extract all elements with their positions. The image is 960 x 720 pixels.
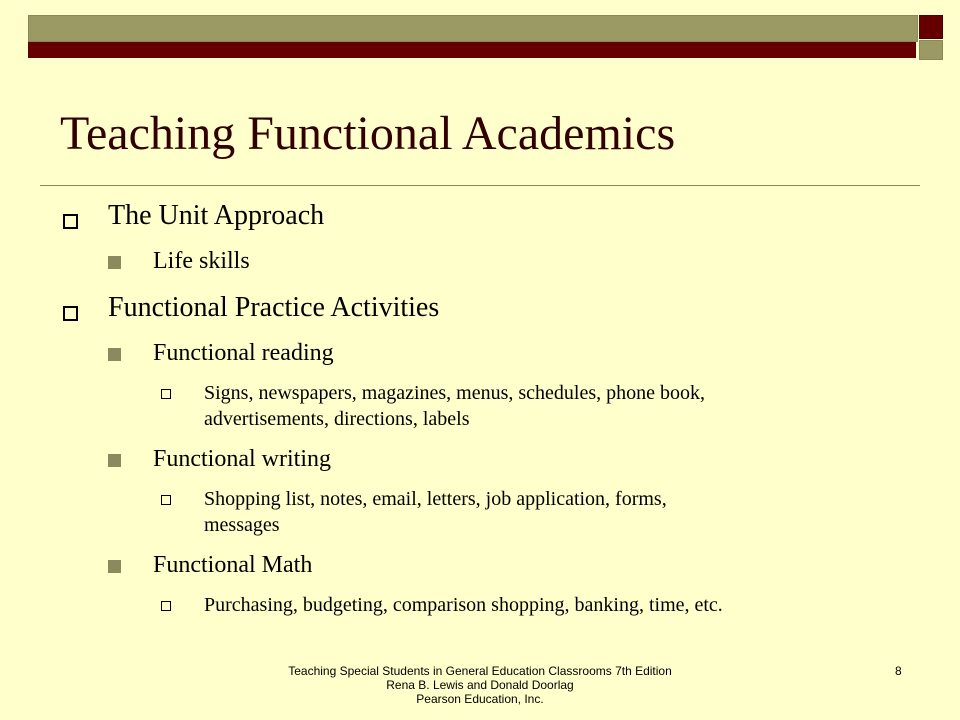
footer-authors: Rena B. Lewis and Donald Doorlag <box>386 678 574 692</box>
title-divider <box>40 185 920 186</box>
hollow-square-bullet-icon <box>161 389 171 399</box>
hollow-square-bullet-icon <box>63 214 78 229</box>
reading-detail-line-2: advertisements, directions, labels <box>204 408 470 430</box>
slide-title: Teaching Functional Academics <box>60 107 676 160</box>
hollow-square-bullet-icon <box>161 495 171 505</box>
bullet-unit-approach: The Unit Approach <box>108 200 325 231</box>
hollow-square-bullet-icon <box>63 306 78 321</box>
footer-publisher: Pearson Education, Inc. <box>416 692 544 706</box>
writing-detail-line-2: messages <box>204 514 280 536</box>
math-detail-line-1: Purchasing, budgeting, comparison shopping, banking, time, etc. <box>204 594 723 616</box>
filled-square-bullet-icon <box>108 560 121 573</box>
writing-detail-line-1: Shopping list, notes, email, letters, job application, forms, <box>204 488 667 510</box>
bullet-practice-activities: Functional Practice Activities <box>108 292 440 323</box>
bullet-life-skills: Life skills <box>153 248 250 274</box>
corner-block-olive <box>919 40 943 60</box>
bullet-functional-writing: Functional writing <box>153 446 331 472</box>
filled-square-bullet-icon <box>108 256 121 269</box>
bullet-functional-reading: Functional reading <box>153 340 334 366</box>
reading-detail-line-1: Signs, newspapers, magazines, menus, schedules, phone book, <box>204 382 706 404</box>
corner-block-red <box>919 15 943 39</box>
filled-square-bullet-icon <box>108 454 121 467</box>
slide-footer <box>200 664 760 706</box>
header-bar-olive <box>28 15 918 42</box>
header-bar-red <box>28 42 916 58</box>
footer-book-title: Teaching Special Students in General Education Classrooms 7th Edition <box>288 664 672 678</box>
page-number: 8 <box>895 664 902 678</box>
bullet-functional-math: Functional Math <box>153 552 313 578</box>
filled-square-bullet-icon <box>108 348 121 361</box>
hollow-square-bullet-icon <box>161 601 171 611</box>
